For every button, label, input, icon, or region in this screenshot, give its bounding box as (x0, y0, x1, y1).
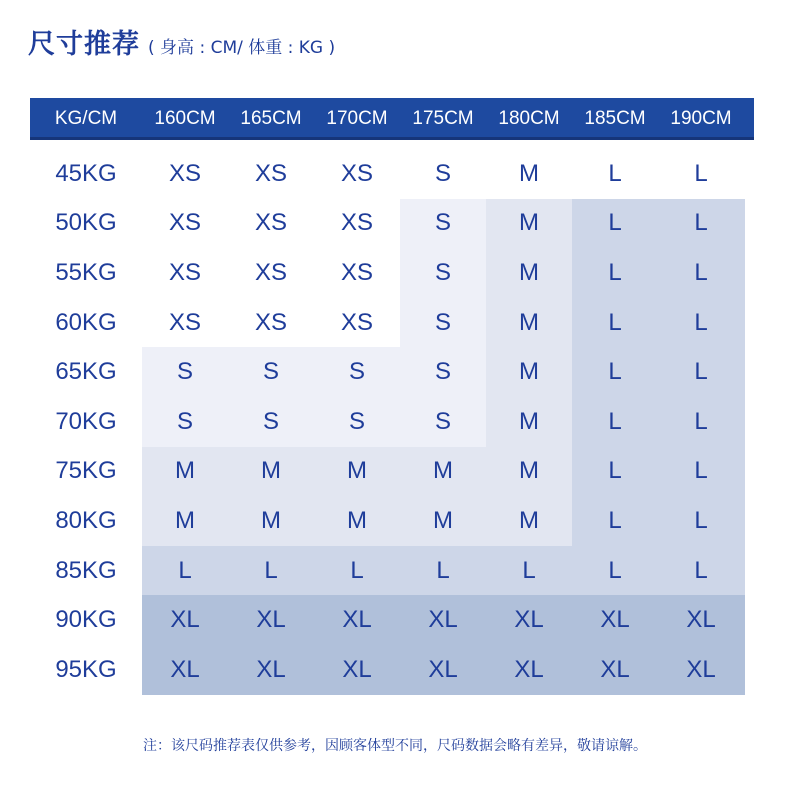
weight-label: 95KG (55, 655, 117, 683)
size-cell: M (519, 258, 539, 286)
weight-label: 60KG (55, 308, 117, 336)
corner-label: KG/CM (54, 108, 118, 129)
size-cell: XS (168, 209, 201, 237)
size-cell: M (519, 308, 539, 336)
size-cell: M (519, 358, 539, 386)
size-cell: M (261, 457, 281, 485)
table-row (30, 447, 754, 497)
size-cell: XL (428, 606, 458, 634)
size-cell: L (178, 556, 192, 584)
size-cell: M (519, 209, 539, 237)
size-cell: XL (170, 606, 200, 634)
size-cell: L (694, 457, 708, 485)
size-cell: XL (256, 606, 286, 634)
table-row (30, 298, 754, 348)
table-row (30, 645, 754, 695)
size-cell: S (434, 308, 451, 336)
size-cell: XL (600, 606, 630, 634)
size-cell: S (434, 358, 451, 386)
height-header: 175CM (412, 108, 474, 129)
size-cell: XS (168, 159, 201, 187)
size-cell: XL (514, 655, 544, 683)
size-cell: XL (514, 606, 544, 634)
size-cell: S (176, 358, 193, 386)
size-cell: XL (428, 655, 458, 683)
size-cell: L (436, 556, 450, 584)
table-row (30, 397, 754, 447)
size-cell: XL (170, 655, 200, 683)
size-cell: XS (340, 159, 373, 187)
weight-label: 90KG (55, 606, 117, 634)
size-cell: S (434, 258, 451, 286)
size-cell: L (608, 159, 622, 187)
weight-label: 65KG (55, 358, 117, 386)
size-cell: L (608, 258, 622, 286)
table-header-row (30, 98, 754, 140)
weight-label: 80KG (55, 506, 117, 534)
size-cell: L (694, 506, 708, 534)
size-cell: L (694, 556, 708, 584)
size-cell: S (176, 407, 193, 435)
size-cell: XL (342, 606, 372, 634)
size-cell: XL (686, 655, 716, 683)
size-cell: XS (168, 258, 201, 286)
size-cell: L (608, 308, 622, 336)
size-cell: XS (340, 209, 373, 237)
height-header: 170CM (326, 108, 388, 129)
title-main: 尺寸推荐 (28, 29, 140, 60)
size-cell: M (347, 457, 367, 485)
size-cell: M (519, 159, 539, 187)
table-row (30, 595, 754, 645)
weight-label: 55KG (55, 258, 117, 286)
size-cell: M (519, 407, 539, 435)
size-cell: M (519, 506, 539, 534)
size-cell: S (262, 358, 279, 386)
size-cell: XS (168, 308, 201, 336)
size-cell: L (350, 556, 364, 584)
disclaimer-note: 注：该尺码推荐表仅供参考，因顾客体型不同，尺码数据会略有差异，敬请谅解。 (143, 738, 647, 754)
size-cell: L (694, 258, 708, 286)
size-cell: XL (256, 655, 286, 683)
size-cell: M (175, 506, 195, 534)
size-cell: L (522, 556, 536, 584)
title-units: ( 身高 : CM/ 体重 : KG ) (148, 38, 336, 58)
table-row (30, 149, 754, 199)
table-row (30, 496, 754, 546)
table-row (30, 347, 754, 397)
size-cell: XL (342, 655, 372, 683)
weight-label: 70KG (55, 407, 117, 435)
size-cell: L (694, 358, 708, 386)
size-cell: L (694, 308, 708, 336)
size-cell: M (433, 457, 453, 485)
size-cell: S (348, 358, 365, 386)
size-cell: M (433, 506, 453, 534)
size-cell: XL (600, 655, 630, 683)
size-cell: XS (340, 308, 373, 336)
size-cell: XS (340, 258, 373, 286)
weight-label: 45KG (55, 159, 117, 187)
size-cell: S (262, 407, 279, 435)
size-cell: L (608, 407, 622, 435)
size-cell: XS (254, 159, 287, 187)
size-cell: L (694, 209, 708, 237)
size-cell: XL (686, 606, 716, 634)
height-header: 190CM (670, 108, 732, 129)
size-cell: S (434, 159, 451, 187)
size-cell: S (348, 407, 365, 435)
size-cell: L (608, 556, 622, 584)
size-cell: L (694, 407, 708, 435)
size-cell: XS (254, 209, 287, 237)
size-cell: L (608, 457, 622, 485)
size-cell: XS (254, 308, 287, 336)
size-cell: L (694, 159, 708, 187)
table-row (30, 199, 754, 249)
weight-label: 50KG (55, 209, 117, 237)
size-cell: L (608, 506, 622, 534)
height-header: 160CM (154, 108, 216, 129)
table-row (30, 248, 754, 298)
height-header: 185CM (584, 108, 646, 129)
weight-label: 75KG (55, 457, 117, 485)
size-cell: M (347, 506, 367, 534)
size-cell: M (175, 457, 195, 485)
size-cell: L (608, 358, 622, 386)
height-header: 180CM (498, 108, 560, 129)
table-row (30, 546, 754, 596)
size-cell: S (434, 209, 451, 237)
size-cell: S (434, 407, 451, 435)
size-cell: M (261, 506, 281, 534)
page-title (28, 22, 335, 62)
size-cell: XS (254, 258, 287, 286)
weight-label: 85KG (55, 556, 117, 584)
height-header: 165CM (240, 108, 302, 129)
size-cell: L (264, 556, 278, 584)
size-cell: L (608, 209, 622, 237)
size-cell: M (519, 457, 539, 485)
